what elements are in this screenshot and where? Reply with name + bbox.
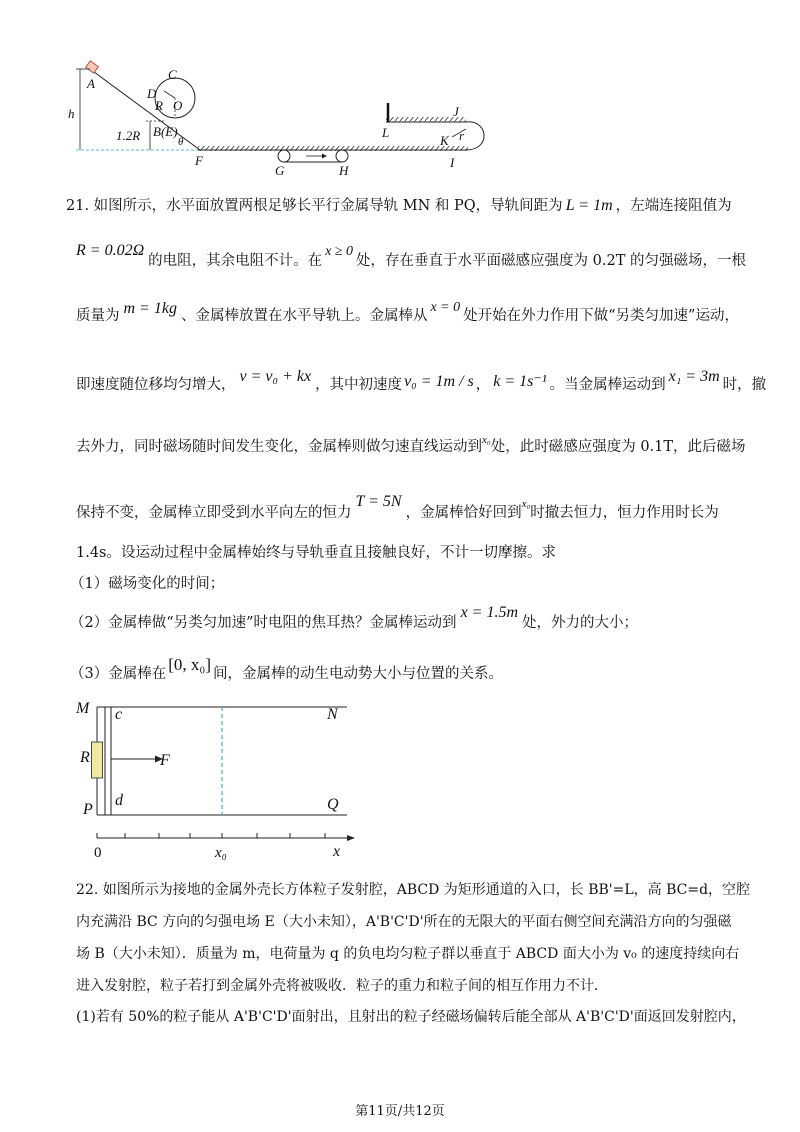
fig1-label-G: G: [275, 163, 285, 178]
fig2-label-F: F: [160, 752, 170, 769]
q21-sub-2: （2）金属棒做“另类匀加速”时电阻的焦耳热？金属棒运动到x = 1.5m处，外力的大小；: [70, 604, 639, 631]
fig1-label-theta: θ: [178, 136, 184, 148]
figure-rails: [85, 697, 355, 862]
q21-line-2: R = 0.02Ω的电阻，其余电阻不计。在x ≥ 0处，存在垂直于水平面磁感应强度为 0.2T 的匀强磁场，一根: [76, 242, 746, 269]
fig1-label-D: D: [147, 86, 157, 101]
fig1-label-I: I: [450, 155, 455, 170]
q21-line-4: 即速度随位移均匀增大， v = v₀ + kx ，其中初速度 v₀ = 1m / s ， k = 1s⁻¹ 。当金属棒运动到 x₁ = 3m 时，撤: [76, 368, 767, 393]
fig1-label-A: A: [87, 76, 95, 91]
fig2-label-N: N: [327, 706, 338, 723]
fig1-label-1.2R: 1.2R: [116, 128, 141, 143]
fig1-label-J: J: [453, 104, 459, 119]
q22-line-3: 场 B（大小未知）．质量为 m，电荷量为 q 的负电均匀粒子群以垂直于 ABCD 面大小为 v₀ 的速度持续向右: [76, 946, 740, 962]
fig2-label-zero: 0: [94, 845, 102, 861]
page-number: 第11页/共12页: [355, 1104, 445, 1119]
fig2-label-Q: Q: [327, 796, 339, 813]
fig1-label-BE: B(E): [153, 124, 178, 139]
q21-line-7: 1.4s。设运动过程中金属棒始终与导轨垂直且接触良好，不计一切摩擦。求: [76, 545, 556, 561]
fig1-label-r: r: [459, 128, 465, 143]
fig1-label-H: H: [339, 163, 349, 178]
fig2-label-P: P: [83, 801, 93, 818]
q21-line-6: 保持不变，金属棒立即受到水平向左的恒力T = 5N，金属棒恰好回到$^{x_0}$时撤去恒力，恒力作用时长为: [76, 493, 719, 521]
q22-line-2: 内充满沿 BC 方向的匀强电场 E（大小未知），A'B'C'D'所在的无限大的平面右侧空间充满沿方向的匀强磁: [76, 914, 732, 930]
q21-sub-3: （3）金属棒在 [0, x₀] 间，金属棒的动生电动势大小与位置的关系。: [70, 655, 503, 682]
q21-sub-1: （1）磁场变化的时间；: [70, 576, 225, 592]
fig1-label-K: K: [440, 133, 449, 148]
fig1-label-C: C: [168, 67, 177, 82]
q21-line-5: 去外力，同时磁场随时间发生变化，金属棒则做匀速直线运动到$^{x_0}$处，此时磁感应强度为 0.1T，此后磁场: [76, 434, 746, 455]
q22-line-5: (1)若有 50%的粒子能从 A'B'C'D'面射出，且射出的粒子经磁场偏转后能全部从 A'B'C'D'面返回发射腔内，: [76, 1009, 746, 1025]
fig2-label-x0: x₀: [215, 845, 227, 861]
q21-line-1: 21. 如图所示，水平面放置两根足够长平行金属导轨 MN 和 PQ，导轨间距为 L = 1m ，左端连接阻值为: [66, 197, 732, 214]
fig1-label-R: R: [155, 98, 163, 113]
fig2-label-d: d: [115, 792, 123, 809]
q22-line-1: 22. 如图所示为接地的金属外壳长方体粒子发射腔，ABCD 为矩形通道的入口，长 BB'=L，高 BC=d，空腔: [76, 882, 751, 898]
q22-line-4: 进入发射腔，粒子若打到金属外壳将被吸收．粒子的重力和粒子间的相互作用力不计．: [76, 978, 608, 994]
fig2-label-x: x: [333, 843, 341, 860]
fig1-label-O: O: [173, 98, 183, 113]
fig1-label-F: F: [195, 153, 203, 168]
fig2-label-M: M: [76, 700, 90, 717]
fig2-label-R: R: [80, 749, 90, 766]
fig2-label-c: c: [115, 706, 123, 723]
q21-line-3: 质量为 m = 1kg 、金属棒放置在水平导轨上。金属棒从x = 0处开始在外力作用下做“另类匀加速”运动，: [76, 300, 739, 324]
fig1-label-h: h: [68, 106, 75, 121]
fig1-label-L: L: [382, 125, 390, 140]
figure-track-loop: [60, 55, 500, 175]
